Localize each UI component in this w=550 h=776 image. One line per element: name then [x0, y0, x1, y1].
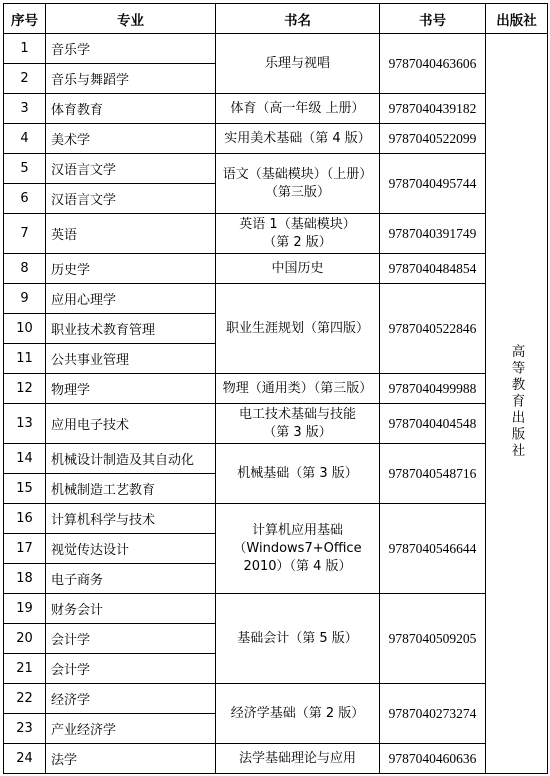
cell-seq: 12 — [4, 374, 46, 404]
cell-book-title — [216, 124, 380, 154]
cell-seq: 24 — [4, 744, 46, 774]
cell-major: 电子商务 — [46, 564, 216, 594]
table-row — [4, 284, 548, 314]
cell-major: 计算机科学与技术 — [46, 504, 216, 534]
cell-seq: 16 — [4, 504, 46, 534]
header-row — [4, 4, 548, 34]
cell-major: 音乐与舞蹈学 — [46, 64, 216, 94]
cell-seq: 1 — [4, 34, 46, 64]
cell-isbn: 9787040404548 — [380, 404, 486, 444]
table-row — [4, 214, 548, 254]
cell-book-title — [216, 684, 380, 744]
cell-isbn: 9787040499988 — [380, 374, 486, 404]
cell-isbn: 9787040509205 — [380, 594, 486, 684]
table-row — [4, 594, 548, 624]
book-title-line: 2010）（第 4 版） — [243, 558, 352, 574]
cell-major: 音乐学 — [46, 34, 216, 64]
table-row — [4, 684, 548, 714]
book-title-line: （第 2 版） — [263, 234, 332, 250]
cell-major: 视觉传达设计 — [46, 534, 216, 564]
cell-seq: 22 — [4, 684, 46, 714]
cell-isbn: 9787040439182 — [380, 94, 486, 124]
cell-book-title — [216, 214, 380, 254]
cell-publisher — [486, 34, 548, 774]
cell-seq: 2 — [4, 64, 46, 94]
book-title-line: 职业生涯规划（第四版） — [225, 320, 369, 336]
table-row — [4, 154, 548, 184]
textbook-table — [3, 3, 548, 774]
cell-major: 会计学 — [46, 624, 216, 654]
cell-major: 汉语言文学 — [46, 154, 216, 184]
cell-major: 应用电子技术 — [46, 404, 216, 444]
cell-seq: 18 — [4, 564, 46, 594]
cell-book-title — [216, 404, 380, 444]
book-title-line: 体育（高一年级 上册） — [230, 100, 365, 116]
cell-book-title — [216, 594, 380, 684]
cell-seq: 11 — [4, 344, 46, 374]
cell-isbn: 9787040522846 — [380, 284, 486, 374]
cell-isbn: 9787040460636 — [380, 744, 486, 774]
cell-book-title — [216, 504, 380, 594]
book-title-line: 法学基础理论与应用 — [238, 750, 356, 766]
cell-book-title — [216, 444, 380, 504]
book-title-line: 中国历史 — [271, 260, 324, 276]
book-title-line: 基础会计（第 5 版） — [237, 630, 358, 646]
book-title-line: 计算机应用基础 — [251, 522, 343, 538]
cell-major: 机械制造工艺教育 — [46, 474, 216, 504]
cell-isbn: 9787040548716 — [380, 444, 486, 504]
cell-book-title — [216, 374, 380, 404]
book-title-line: 经济学基础（第 2 版） — [230, 705, 365, 721]
cell-major: 公共事业管理 — [46, 344, 216, 374]
header-publisher: 出版社 — [486, 4, 548, 34]
table-row — [4, 34, 548, 64]
cell-book-title — [216, 284, 380, 374]
cell-book-title — [216, 254, 380, 284]
cell-major: 体育教育 — [46, 94, 216, 124]
cell-major: 法学 — [46, 744, 216, 774]
cell-seq: 9 — [4, 284, 46, 314]
cell-book-title — [216, 744, 380, 774]
cell-seq: 15 — [4, 474, 46, 504]
table-row — [4, 444, 548, 474]
book-title-line: 语文（基础模块）（上册） — [222, 166, 373, 182]
cell-seq: 13 — [4, 404, 46, 444]
book-title-line: 英语 1（基础模块） — [239, 216, 356, 232]
table-row — [4, 124, 548, 154]
cell-major: 机械设计制造及其自动化 — [46, 444, 216, 474]
cell-seq: 10 — [4, 314, 46, 344]
cell-major: 职业技术教育管理 — [46, 314, 216, 344]
book-title-line: 乐理与视唱 — [264, 55, 330, 71]
cell-isbn: 9787040484854 — [380, 254, 486, 284]
cell-book-title — [216, 34, 380, 94]
cell-seq: 7 — [4, 214, 46, 254]
table-row — [4, 744, 548, 774]
cell-seq: 17 — [4, 534, 46, 564]
table-body — [4, 34, 548, 774]
cell-seq: 5 — [4, 154, 46, 184]
header-seq: 序号 — [4, 4, 46, 34]
cell-isbn: 9787040522099 — [380, 124, 486, 154]
cell-seq: 14 — [4, 444, 46, 474]
table-row — [4, 404, 548, 444]
header-book: 书名 — [216, 4, 380, 34]
cell-isbn: 9787040463606 — [380, 34, 486, 94]
cell-major: 英语 — [46, 214, 216, 254]
book-title-line: （第三版） — [264, 184, 330, 200]
book-title-line: 实用美术基础（第 4 版） — [224, 130, 371, 146]
cell-seq: 23 — [4, 714, 46, 744]
cell-book-title — [216, 154, 380, 214]
cell-isbn: 9787040546644 — [380, 504, 486, 594]
cell-isbn: 9787040273274 — [380, 684, 486, 744]
cell-major: 会计学 — [46, 654, 216, 684]
header-major: 专业 — [46, 4, 216, 34]
cell-seq: 4 — [4, 124, 46, 154]
cell-major: 历史学 — [46, 254, 216, 284]
cell-seq: 20 — [4, 624, 46, 654]
book-title-line: 电工技术基础与技能 — [238, 406, 356, 422]
cell-seq: 21 — [4, 654, 46, 684]
cell-book-title — [216, 94, 380, 124]
cell-isbn: 9787040391749 — [380, 214, 486, 254]
cell-major: 财务会计 — [46, 594, 216, 624]
cell-seq: 6 — [4, 184, 46, 214]
cell-major: 美术学 — [46, 124, 216, 154]
header-isbn: 书号 — [380, 4, 486, 34]
cell-major: 物理学 — [46, 374, 216, 404]
cell-isbn: 9787040495744 — [380, 154, 486, 214]
cell-seq: 3 — [4, 94, 46, 124]
cell-major: 应用心理学 — [46, 284, 216, 314]
cell-seq: 8 — [4, 254, 46, 284]
table-row — [4, 94, 548, 124]
cell-major: 经济学 — [46, 684, 216, 714]
cell-major: 产业经济学 — [46, 714, 216, 744]
book-title-line: （第 3 版） — [263, 424, 332, 440]
book-title-line: （Windows7+Office — [233, 540, 362, 556]
book-title-line: 机械基础（第 3 版） — [237, 465, 358, 481]
table-row — [4, 254, 548, 284]
table-row — [4, 374, 548, 404]
publisher-name: 高等教育出版社 — [508, 343, 525, 460]
table-row — [4, 504, 548, 534]
cell-major: 汉语言文学 — [46, 184, 216, 214]
cell-seq: 19 — [4, 594, 46, 624]
book-title-line: 物理（通用类）（第三版） — [222, 380, 373, 396]
